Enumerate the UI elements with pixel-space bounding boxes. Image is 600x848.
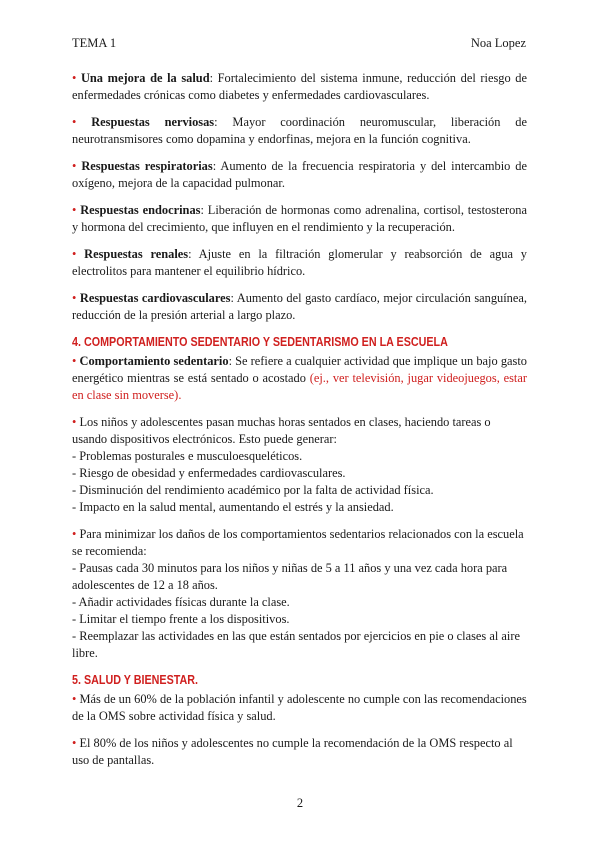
list-item xyxy=(72,70,527,104)
item-text: Más de un 60% de la población infantil y adolescente no cumple con las recomendaciones de la OMS sobre actividad física y salud. xyxy=(72,692,527,723)
problem-item: - Problemas posturales e musculoesqueléticos. xyxy=(72,449,303,463)
sedentary-effects-block xyxy=(72,414,527,516)
page-content xyxy=(72,70,527,779)
recommendation-item: - Pausas cada 30 minutos para los niños y niñas de 5 a 11 años y una vez cada hora para adolescentes de 12 a 18 años. xyxy=(72,561,508,592)
bullet-icon: • xyxy=(72,354,77,368)
item-text: : Fortalecimiento del sistema inmune, reducción del riesgo de enfermedades crónicas como diabetes y enfermedades cardiovasculares. xyxy=(72,71,527,102)
recommendation-item: - Añadir actividades físicas durante la clase. xyxy=(72,595,290,609)
bullet-icon: • xyxy=(72,203,77,217)
item-text: : Mayor coordinación neuromuscular, liberación de neurotransmisores como dopamina y endorfinas, mejora en la función cognitiva. xyxy=(72,115,527,146)
list-item xyxy=(72,246,527,280)
recommendations-intro: Para minimizar los daños de los comportamientos sedentarios relacionados con la escuela se recomienda: xyxy=(72,527,524,558)
bullet-icon: • xyxy=(72,415,77,429)
item-text: El 80% de los niños y adolescentes no cumple la recomendación de la OMS respecto al uso de pantallas. xyxy=(72,736,513,767)
effects-intro: Los niños y adolescentes pasan muchas horas sentados en clases, haciendo tareas o usando dispositivos electrónicos. Esto puede generar: xyxy=(72,415,491,446)
item-term: Una mejora de la salud xyxy=(80,71,210,85)
item-text: : Liberación de hormonas como adrenalina, cortisol, testosterona y hormona del crecimiento, que influyen en el rendimiento y la recuperación. xyxy=(72,203,527,234)
definition-example: (ej., ver televisión, jugar videojuegos, estar en clase sin moverse). xyxy=(72,371,527,402)
item-term: Respuestas nerviosas xyxy=(91,115,215,129)
bullet-icon: • xyxy=(72,736,77,750)
recommendation-item: - Reemplazar las actividades en las que están sentados por ejercicios en pie o clases al aire libre. xyxy=(72,629,520,660)
item-text: : Ajuste en la filtración glomerular y reabsorción de agua y electrolitos para mantener el equilibrio hídrico. xyxy=(72,247,527,278)
bullet-icon: • xyxy=(72,527,77,541)
definition-text: : Se refiere a cualquier actividad que implique un bajo gasto energético mientras se está sentado o acostado xyxy=(72,354,527,385)
item-term: Respuestas renales xyxy=(84,247,189,261)
recommendations-block xyxy=(72,526,527,662)
list-item xyxy=(72,290,527,324)
header-topic: TEMA 1 xyxy=(72,36,117,50)
definition-term: Comportamiento sedentario xyxy=(79,354,229,368)
page-number: 2 xyxy=(296,796,304,810)
item-term: Respuestas endocrinas xyxy=(80,203,201,217)
header-author: Noa Lopez xyxy=(470,36,526,50)
item-term: Respuestas cardiovasculares xyxy=(79,291,231,305)
item-text: : Aumento del gasto cardíaco, mejor circulación sanguínea, reducción de la presión arterial a largo plazo. xyxy=(72,291,527,322)
problem-item: - Riesgo de obesidad y enfermedades cardiovasculares. xyxy=(72,466,346,480)
section-4-heading: 4. COMPORTAMIENTO SEDENTARIO Y SEDENTARISMO EN LA ESCUELA xyxy=(72,335,448,349)
section-5-heading: 5. SALUD Y BIENESTAR. xyxy=(72,673,199,687)
bullet-icon: • xyxy=(72,692,77,706)
item-text: : Aumento de la frecuencia respiratoria y del intercambio de oxígeno, mejora de la capacidad pulmonar. xyxy=(72,159,528,190)
list-item xyxy=(72,202,527,236)
bullet-icon: • xyxy=(72,71,77,85)
list-item xyxy=(72,158,527,192)
definition-paragraph xyxy=(72,353,527,404)
list-item xyxy=(72,114,527,148)
recommendation-item: - Limitar el tiempo frente a los dispositivos. xyxy=(72,612,290,626)
bullet-icon: • xyxy=(72,159,77,173)
bullet-icon: • xyxy=(72,247,77,261)
bullet-icon: • xyxy=(72,291,77,305)
list-item xyxy=(72,735,527,769)
problem-item: - Disminución del rendimiento académico por la falta de actividad física. xyxy=(72,483,434,497)
list-item xyxy=(72,691,527,725)
bullet-icon: • xyxy=(72,115,77,129)
problem-item: - Impacto en la salud mental, aumentando el estrés y la ansiedad. xyxy=(72,500,394,514)
item-term: Respuestas respiratorias xyxy=(81,159,213,173)
